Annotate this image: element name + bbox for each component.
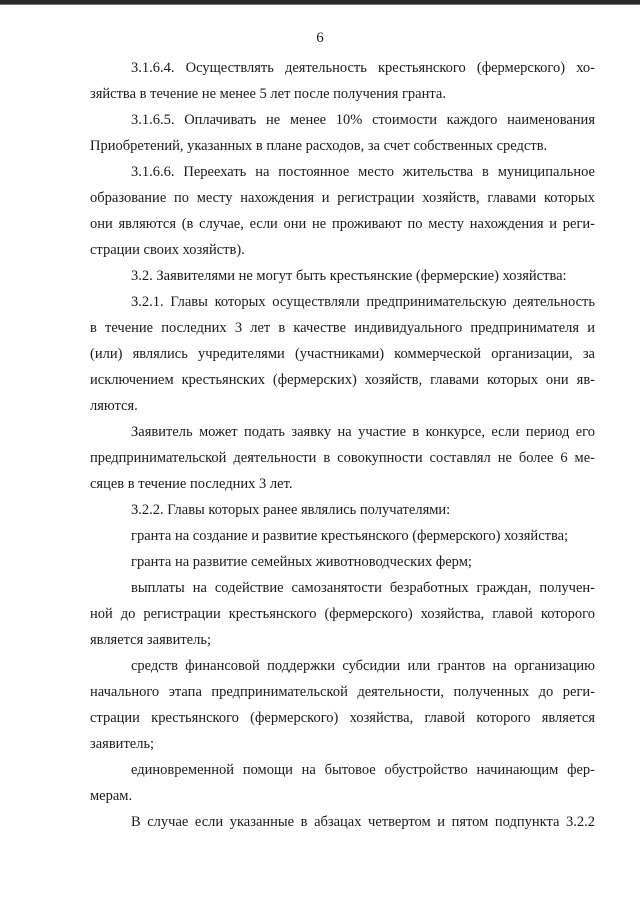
- text-line: заявитель;: [90, 736, 155, 752]
- text-line: сяцев в течение последних 3 лет.: [90, 476, 293, 492]
- text-line: 3.1.6.6. Переехать на постоянное место жительства в муниципальное: [131, 164, 595, 180]
- text-line: В случае если указанные в абзацах четвертом и пятом подпункта 3.2.2: [131, 814, 595, 830]
- text-line: мерам.: [90, 788, 133, 804]
- text-line: образование по месту нахождения и регистрации хозяйств, главами которых: [90, 190, 595, 206]
- text-line: гранта на развитие семейных животноводческих ферм;: [131, 554, 472, 570]
- page-number: 6: [316, 30, 324, 46]
- text-line: они являются (в случае, если они не проживают по месту нахождения и реги-: [90, 216, 595, 232]
- text-line: 3.1.6.5. Оплачивать не менее 10% стоимости каждого наименования: [131, 112, 595, 128]
- text-line: страции крестьянского (фермерского) хозяйства, главой которого является: [90, 710, 595, 726]
- text-line: средств финансовой поддержки субсидии или грантов на организацию: [131, 658, 595, 674]
- text-line: исключением крестьянских (фермерских) хозяйств, главами которых они яв-: [90, 372, 595, 388]
- text-line: ляются.: [90, 398, 138, 414]
- text-line: Приобретений, указанных в плане расходов, за счет собственных средств.: [90, 138, 548, 154]
- text-line: единовременной помощи на бытовое обустройство начинающим фер-: [131, 762, 595, 778]
- text-line: (или) являлись учредителями (участниками) коммерческой организации, за: [90, 346, 595, 362]
- text-line: 3.2.2. Главы которых ранее являлись получателями:: [131, 502, 451, 518]
- text-line: Заявитель может подать заявку на участие в конкурсе, если период его: [131, 424, 595, 440]
- text-line: в течение последних 3 лет в качестве индивидуального предпринимателя и: [90, 320, 595, 336]
- text-line: ной до регистрации крестьянского (фермерского) хозяйства, главой которого: [90, 606, 595, 622]
- text-line: выплаты на содействие самозанятости безработных граждан, получен-: [131, 580, 595, 596]
- text-line: гранта на создание и развитие крестьянского (фермерского) хозяйства;: [131, 528, 569, 544]
- text-line: начального этапа предпринимательской деятельности, полученных до реги-: [90, 684, 595, 700]
- text-line: является заявитель;: [90, 632, 211, 648]
- text-line: зяйства в течение не менее 5 лет после получения гранта.: [90, 86, 446, 102]
- text-line: 3.2.1. Главы которых осуществляли предпринимательскую деятельность: [131, 294, 595, 310]
- text-line: страции своих хозяйств).: [90, 242, 245, 258]
- text-line: 3.2. Заявителями не могут быть крестьянские (фермерские) хозяйства:: [131, 268, 567, 284]
- text-line: 3.1.6.4. Осуществлять деятельность крестьянского (фермерского) хо-: [131, 60, 595, 76]
- text-line: предпринимательской деятельности в совокупности составлял не более 6 ме-: [90, 450, 595, 466]
